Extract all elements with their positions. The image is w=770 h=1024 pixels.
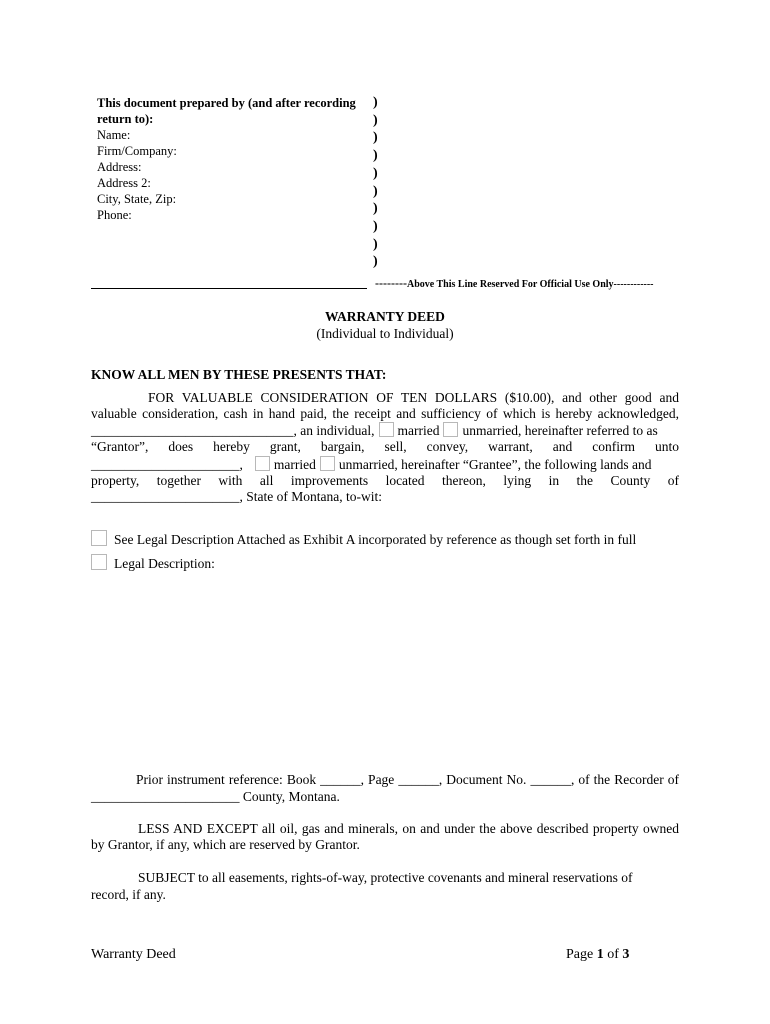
consideration-line-4: “Grantor”, does hereby grant, bargain, sell, convey, warrant, and confirm unto	[91, 439, 679, 454]
paren: )	[373, 218, 378, 234]
consideration-line-6: property, together with all improvements located thereon, lying in the County of	[91, 473, 679, 488]
subject-to-line-1: SUBJECT to all easements, rights-of-way, protective covenants and mineral reservations of	[138, 870, 633, 885]
paren: )	[373, 95, 378, 110]
grantor-unmarried-text: unmarried, hereinafter referred to as	[462, 423, 658, 438]
legal-description-label: Legal Description:	[114, 556, 215, 571]
consideration-line-5	[91, 456, 679, 474]
parenthesis-column	[373, 94, 378, 271]
of-word: of	[607, 947, 619, 962]
city-state-zip-field-label: City, State, Zip:	[97, 192, 177, 206]
consideration-line-2: valuable consideration, cash in hand paid, the receipt and sufficiency of which is hereby acknowledged,	[91, 406, 679, 421]
document-title: WARRANTY DEED	[325, 309, 445, 324]
exhibit-label: See Legal Description Attached as Exhibit A incorporated by reference as though set forth in full	[114, 532, 637, 547]
grantee-married-checkbox[interactable]	[255, 456, 270, 471]
consideration-text: FOR VALUABLE CONSIDERATION OF TEN DOLLARS ($10.00), and other good and	[148, 390, 679, 405]
total-pages: 3	[622, 947, 630, 962]
current-page: 1	[596, 947, 604, 962]
consideration-line-3	[91, 422, 679, 440]
preparer-block	[97, 95, 369, 223]
page-word: Page	[566, 947, 594, 962]
consideration-line-7[interactable]: ______________________, State of Montana, to-wit:	[91, 489, 382, 504]
married-label: married	[397, 423, 440, 438]
page-indicator	[566, 947, 629, 963]
less-except-text: LESS AND EXCEPT all oil, gas and minerals, on and under the above described property owned	[138, 821, 679, 836]
legal-description-option	[91, 554, 215, 572]
grantor-unmarried-checkbox[interactable]	[443, 422, 458, 437]
paren: )	[373, 165, 378, 181]
return-to-label: return to):	[97, 112, 154, 126]
document-subtitle: (Individual to Individual)	[316, 326, 454, 341]
paren: )	[373, 254, 378, 270]
name-field-label: Name:	[97, 128, 131, 142]
paren: )	[373, 148, 378, 164]
prepared-by-label: This document prepared by (and after recording	[97, 96, 356, 110]
address2-field-label: Address 2:	[97, 176, 151, 190]
exhibit-checkbox[interactable]	[91, 530, 107, 546]
less-except-line-1	[91, 821, 679, 838]
grantor-married-checkbox[interactable]	[379, 422, 394, 437]
address-field-label: Address:	[97, 160, 142, 174]
paren: )	[373, 112, 378, 128]
prior-instrument-line-2: ______________________ County, Montana.	[91, 789, 340, 804]
legal-description-checkbox[interactable]	[91, 554, 107, 570]
paren: )	[373, 201, 378, 217]
official-use-notice	[375, 276, 654, 291]
footer-document-name: Warranty Deed	[91, 947, 176, 962]
reserved-dashes: --------	[375, 276, 407, 290]
grantor-name-blank[interactable]: ______________________________, an individual,	[91, 423, 375, 438]
grantee-unmarried-checkbox[interactable]	[320, 456, 335, 471]
prior-instrument-line-1	[91, 772, 679, 789]
consideration-line-1	[91, 390, 679, 407]
paren: )	[373, 236, 378, 252]
prior-instrument-text: Prior instrument reference: Book ______, Page ______, Document No. ______, of the Recorder of	[136, 772, 679, 787]
reserved-text: Above This Line Reserved For Official Use Only	[406, 279, 614, 290]
firm-field-label: Firm/Company:	[97, 144, 177, 158]
subject-to-line-2: record, if any.	[91, 887, 166, 902]
paren: )	[373, 130, 378, 146]
exhibit-option	[91, 530, 636, 548]
recording-divider-line	[91, 288, 367, 289]
reserved-tail: ------------	[613, 279, 654, 290]
married-label: married	[273, 457, 316, 472]
less-except-line-2: by Grantor, if any, which are reserved by Grantor.	[91, 837, 360, 852]
phone-field-label: Phone:	[97, 208, 132, 222]
know-all-men-heading: KNOW ALL MEN BY THESE PRESENTS THAT:	[91, 367, 387, 382]
grantee-name-blank[interactable]: ______________________,	[91, 457, 243, 472]
paren: )	[373, 183, 378, 199]
grantee-unmarried-text: unmarried, hereinafter “Grantee”, the following lands and	[338, 457, 652, 472]
